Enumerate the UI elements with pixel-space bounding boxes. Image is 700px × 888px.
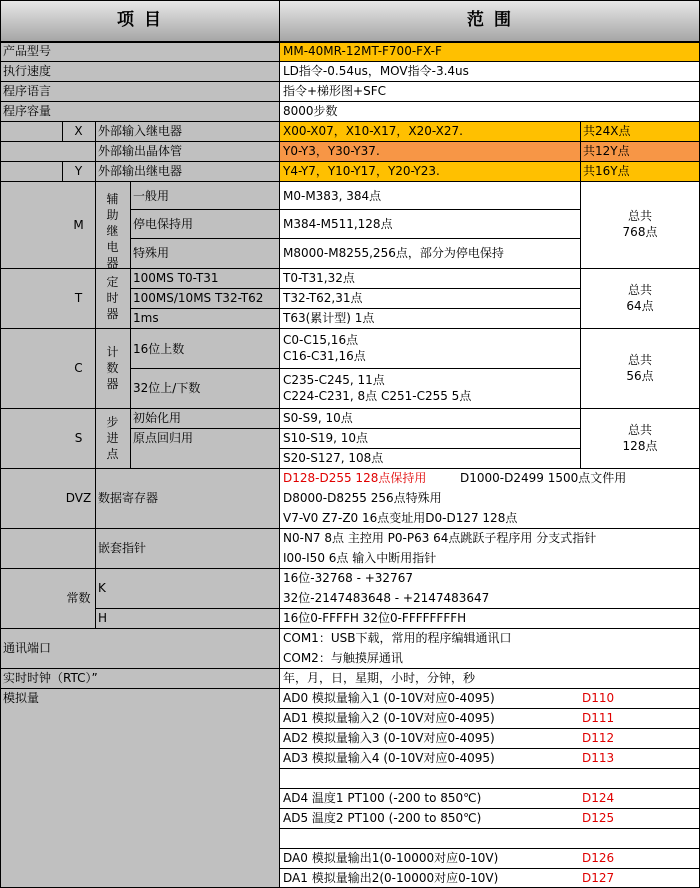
constant-label: 常数	[66, 591, 91, 605]
t-total-line1: 总共	[627, 283, 652, 297]
constant-k: K	[98, 581, 106, 595]
m-total-line1: 总共	[627, 209, 652, 223]
m-item-value: M0-M383, 384点	[283, 189, 382, 203]
transistor-total: 共12Y点	[583, 144, 630, 158]
c-group-label: 计 数 器	[106, 345, 119, 391]
language-label: 程序语言	[3, 84, 52, 98]
dvz-code: DVZ	[65, 491, 92, 505]
model-value: MM-40MR-12MT-F700-FX-F	[283, 44, 442, 58]
analog-channel: AD4 温度1 PT100 (-200 to 850℃)	[283, 791, 482, 805]
constant-h: H	[98, 611, 108, 625]
t-group-label: 定 时 器	[106, 275, 119, 321]
s-item-value: S10-S19, 10点	[283, 431, 369, 445]
capacity-label: 程序容量	[3, 104, 52, 118]
speed-label: 执行速度	[3, 64, 52, 78]
c-up-label: 16位上数	[133, 342, 185, 356]
m-item-label: 特殊用	[133, 246, 170, 260]
comm-com1: COM1：USB下载，常用的程序编辑通讯口	[283, 631, 512, 645]
analog-register: D127	[582, 871, 615, 885]
pointer-label: 嵌套指针	[98, 541, 147, 555]
capacity-value: 8000步数	[283, 104, 338, 118]
analog-register: D124	[582, 791, 615, 805]
m-item-value: M384-M511,128点	[283, 217, 393, 231]
c-up-value: C0-C15,16点	[283, 333, 359, 347]
dvz-hold-range: D128-D255 128点保持用	[283, 471, 427, 485]
pointer-value: N0-N7 8点 主控用 P0-P63 64点跳跃子程序用 分支式指针	[283, 531, 597, 545]
s-group-label: 步 进 点	[106, 415, 119, 461]
constant-k-16bit: 16位-32768 - +32767	[283, 571, 413, 585]
t-item-label: 1ms	[133, 311, 159, 325]
m-item-label: 停电保持用	[133, 217, 194, 231]
analog-channel: DA1 模拟量输出2(0-10000对应0-10V)	[283, 871, 499, 885]
rtc-value: 年，月，日，星期，小时，分钟，秒	[283, 671, 476, 685]
c-code: C	[74, 361, 83, 375]
x-code: X	[74, 124, 83, 138]
s-code: S	[74, 431, 83, 445]
pointer-value: I00-I50 6点 输入中断用指针	[283, 551, 437, 565]
analog-register: D112	[582, 731, 615, 745]
dvz-special-range: D8000-D8255 256点特殊用	[283, 491, 442, 505]
t-item-value: T32-T62,31点	[283, 291, 363, 305]
header-range: 范 围	[467, 10, 513, 30]
t-code: T	[74, 291, 83, 305]
c-up-value: C16-C31,16点	[283, 349, 366, 363]
c-total-line2: 56点	[626, 369, 654, 383]
c-total-line1: 总共	[627, 353, 652, 367]
analog-channel: AD0 模拟量输入1 (0-10V对应0-4095)	[283, 691, 495, 705]
s-total-line1: 总共	[627, 423, 652, 437]
s-item-value: S0-S9, 10点	[283, 411, 353, 425]
x-total: 共24X点	[583, 124, 631, 138]
analog-register: D110	[582, 691, 615, 705]
y-total: 共16Y点	[583, 164, 630, 178]
y-label: 外部输出继电器	[98, 164, 183, 178]
comm-label: 通讯端口	[3, 641, 52, 655]
x-value: X00-X07，X10-X17，X20-X27.	[283, 124, 463, 138]
analog-register: D113	[582, 751, 615, 765]
x-label: 外部输入继电器	[98, 124, 183, 138]
speed-value: LD指令-0.54us，MOV指令-3.4us	[283, 64, 469, 78]
analog-channel: AD2 模拟量输入3 (0-10V对应0-4095)	[283, 731, 495, 745]
c-updown-value: C224-C231, 8点 C251-C255 5点	[283, 389, 472, 403]
analog-channel: DA0 模拟量输出1(0-10000对应0-10V)	[283, 851, 499, 865]
s-total-line2: 128点	[622, 439, 658, 453]
transistor-value: Y0-Y3，Y30-Y37.	[283, 144, 380, 158]
comm-com2: COM2：与触摸屏通讯	[283, 651, 403, 665]
t-item-value: T0-T31,32点	[283, 271, 355, 285]
analog-labels-bg	[0, 689, 280, 888]
analog-register: D111	[582, 711, 615, 725]
s-item-label: 原点回归用	[133, 431, 194, 445]
t-item-label: 100MS/10MS T32-T62	[133, 291, 264, 305]
constant-k-32bit: 32位-2147483648 - +2147483647	[283, 591, 490, 605]
model-label: 产品型号	[3, 44, 52, 58]
m-total-line2: 768点	[622, 225, 658, 239]
y-value: Y4-Y7，Y10-Y17，Y20-Y23.	[283, 164, 440, 178]
analog-register: D126	[582, 851, 615, 865]
s-item-label: 初始化用	[133, 411, 182, 425]
t-total-line2: 64点	[626, 299, 654, 313]
header-item: 项 目	[117, 10, 163, 30]
c-updown-label: 32位上/下数	[133, 381, 201, 395]
analog-channel: AD1 模拟量输入2 (0-10V对应0-4095)	[283, 711, 495, 725]
m-item-value: M8000-M8255,256点，部分为停电保持	[283, 246, 504, 260]
transistor-label: 外部输出晶体管	[98, 144, 183, 158]
analog-register: D125	[582, 811, 615, 825]
language-value: 指令+梯形图+SFC	[283, 84, 387, 98]
dvz-file-range: D1000-D2499 1500点文件用	[460, 471, 627, 485]
analog-label: 模拟量	[3, 691, 40, 705]
m-item-label: 一般用	[133, 189, 170, 203]
analog-channel: AD3 模拟量输入4 (0-10V对应0-4095)	[283, 751, 495, 765]
analog-channel: AD5 温度2 PT100 (-200 to 850℃)	[283, 811, 482, 825]
t-item-label: 100MS T0-T31	[133, 271, 219, 285]
constant-h-range: 16位0-FFFFH 32位0-FFFFFFFFH	[283, 611, 467, 625]
m-code: M	[73, 218, 84, 232]
rtc-label: 实时时钟（RTC）”	[3, 671, 98, 685]
m-group-label: 辅 助 继 电 器	[106, 192, 119, 270]
y-code: Y	[74, 164, 83, 178]
c-updown-value: C235-C245, 11点	[283, 373, 385, 387]
dvz-index-range: V7-V0 Z7-Z0 16点变址用D0-D127 128点	[283, 511, 518, 525]
s-item-value: S20-S127, 108点	[283, 451, 384, 465]
t-item-value: T63(累计型) 1点	[283, 311, 375, 325]
dvz-label: 数据寄存器	[98, 491, 159, 505]
